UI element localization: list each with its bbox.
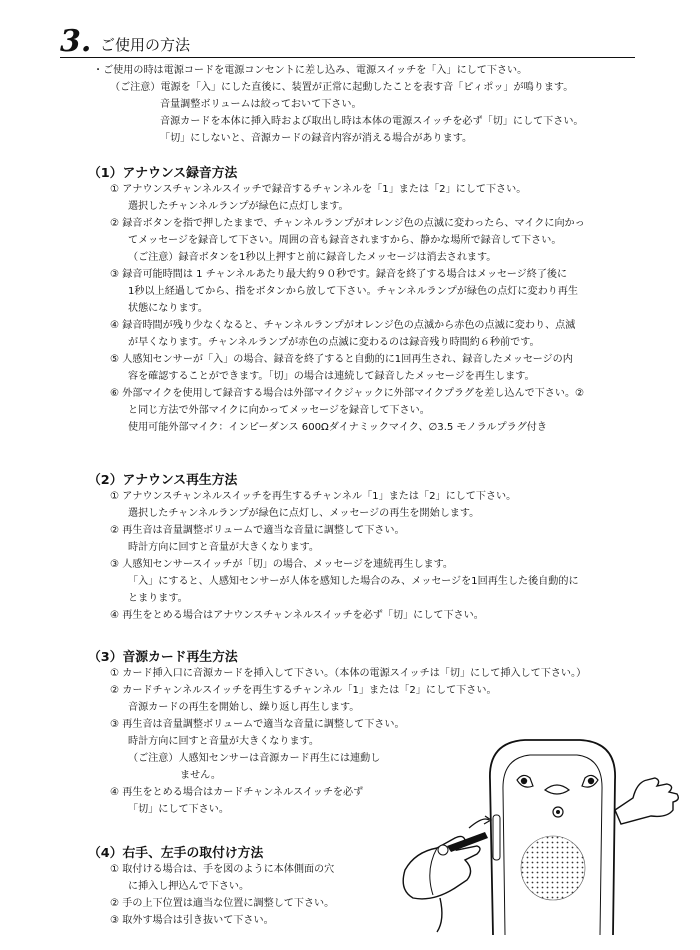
section-line: が早くなります。チャンネルランプが赤色の点滅に変わるのは録音残り時間約６秒前です。 xyxy=(128,337,540,348)
speaker-grill xyxy=(521,836,585,900)
section-line: ① アナウンスチャンネルスイッチを再生するチャンネル「1」または「2」にして下さい。 xyxy=(110,491,517,502)
intro-line: ・ご使用の時は電源コードを電源コンセントに差し込み、電源スイッチを「入」にして下さい。 xyxy=(93,65,528,76)
right-hand-icon xyxy=(615,778,678,824)
section-line: 1秒以上経過してから、指をボタンから放して下さい。チャンネルランプが緑色の点灯に変わり再生 xyxy=(128,286,578,297)
section-line: 「切」にして下さい。 xyxy=(128,804,229,815)
section-heading: （1）アナウンス録音方法 xyxy=(88,166,238,181)
intro-line: 「切」にしないと、音源カードの録音内容が消える場合があります。 xyxy=(160,133,473,144)
section-line: 「入」にすると、人感知センサーが人体を感知した場合のみ、メッセージを1回再生した後自動的に xyxy=(128,576,579,587)
section-line: と同じ方法で外部マイクに向かってメッセージを録音して下さい。 xyxy=(128,405,430,416)
section-line: ⑥ 外部マイクを使用して録音する場合は外部マイクジャックに外部マイクプラグを差し込んで下さい。② xyxy=(110,388,585,399)
intro-line: 音源カードを本体に挿入時および取出し時は本体の電源スイッチを必ず「切」にして下さい。 xyxy=(160,116,584,127)
chapter-number: 3. xyxy=(60,24,92,59)
section-line: 時計方向に回すと音量が大きくなります。 xyxy=(128,736,319,747)
device-illustration xyxy=(385,720,685,935)
section-line: 時計方向に回すと音量が大きくなります。 xyxy=(128,542,319,553)
section-line: ① カード挿入口に音源カードを挿入して下さい。（本体の電源スイッチは「切」にして挿入して下さい。） xyxy=(110,668,587,679)
section-line: ② 再生音は音量調整ボリュームで適当な音量に調整して下さい。 xyxy=(110,525,405,536)
section-line: 状態になります。 xyxy=(128,303,208,314)
section-line: に挿入し押込んで下さい。 xyxy=(128,881,250,892)
chapter-title: ご使用の方法 xyxy=(100,36,191,54)
section-line: とまります。 xyxy=(128,593,188,604)
section-line: ③ 再生音は音量調整ボリュームで適当な音量に調整して下さい。 xyxy=(110,719,405,730)
section-line: ④ 録音時間が残り少なくなると、チャンネルランプがオレンジ色の点滅から赤色の点滅に変わり、点滅 xyxy=(110,320,576,331)
section-line: 選択したチャンネルランプが緑色に点灯し、メッセージの再生を開始します。 xyxy=(128,508,480,519)
section-line: 容を確認することができます。「切」の場合は連続して録音したメッセージを再生します。 xyxy=(128,371,535,382)
section-line: 音源カードの再生を開始し、繰り返し再生します。 xyxy=(128,702,360,713)
section-line: 選択したチャンネルランプが緑色に点灯します。 xyxy=(128,201,349,212)
section-heading: （2）アナウンス再生方法 xyxy=(88,473,238,488)
section-line: （ご注意）人感知センサーは音源カード再生には連動し xyxy=(128,753,381,764)
section-line: ③ 人感知センサースイッチが「切」の場合、メッセージを連続再生します。 xyxy=(110,559,454,570)
section-line: ④ 再生をとめる場合はアナウンスチャンネルスイッチを必ず「切」にして下さい。 xyxy=(110,610,484,621)
section-line: ② カードチャンネルスイッチを再生するチャンネル「1」または「2」にして下さい。 xyxy=(110,685,497,696)
section-line: 使用可能外部マイク：インピーダンス 600Ωダイナミックマイク、∅3.5 モノラルプラグ付き xyxy=(128,422,547,433)
section-line: ③ 録音可能時間は 1 チャンネルあたり最大約９０秒です。録音を終了する場合はメッセージ終了後に xyxy=(110,269,568,280)
section-line: ません。 xyxy=(180,770,221,781)
section-line: ① アナウンスチャンネルスイッチで録音するチャンネルを「1」または「2」にして下さい。 xyxy=(110,184,527,195)
section-line: ② 録音ボタンを指で押したままで、チャンネルランプがオレンジ色の点滅に変わったら、マイクに向かっ xyxy=(110,218,585,229)
section-line: ① 取付ける場合は、手を図のように本体側面の穴 xyxy=(110,864,335,875)
chapter-header xyxy=(60,24,635,60)
section-line: ③ 取外す場合は引き抜いて下さい。 xyxy=(110,915,274,926)
section-line: （ご注意）録音ボタンを1秒以上押すと前に録音したメッセージは消去されます。 xyxy=(128,252,497,263)
section-line: てメッセージを録音して下さい。周囲の音も録音されますから、静かな場所で録音して下さい。 xyxy=(128,235,562,246)
intro-line: （ご注意）電源を「入」にした直後に、装置が正常に起動したことを表す音「ピィポッ」が鳴ります。 xyxy=(110,82,574,93)
section-heading: （4）右手、左手の取付け方法 xyxy=(88,846,264,861)
header-rule xyxy=(60,57,635,58)
section-line: ② 手の上下位置は適当な位置に調整して下さい。 xyxy=(110,898,335,909)
intro-line: 音量調整ボリュームは絞っておいて下さい。 xyxy=(160,99,362,110)
section-heading: （3）音源カード再生方法 xyxy=(88,650,238,665)
section-line: ⑤ 人感知センサーが「入」の場合、録音を終了すると自動的に1回再生され、録音したメッセージの内 xyxy=(110,354,573,365)
section-line: ④ 再生をとめる場合はカードチャンネルスイッチを必ず xyxy=(110,787,364,798)
